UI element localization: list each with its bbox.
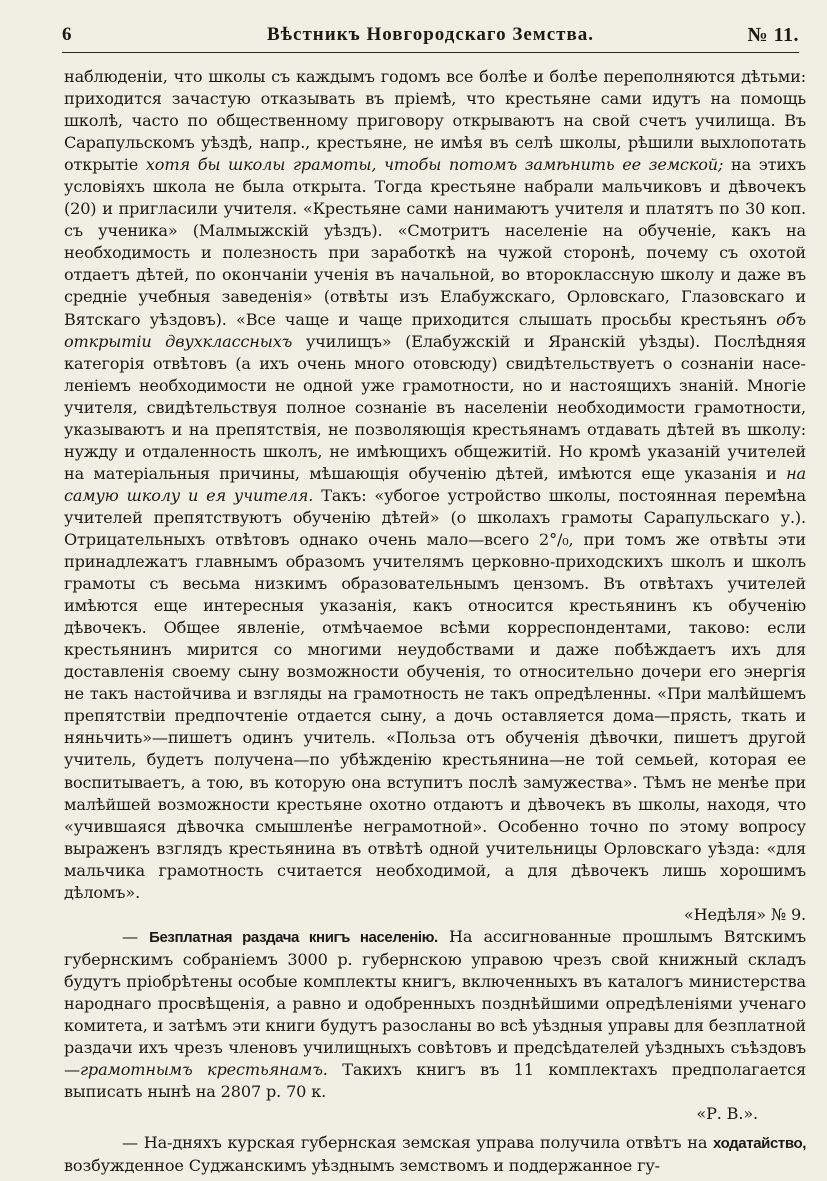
text-run: Такъ: «убогое устройство школы, постоянная перемѣна учителей препятствуютъ обученію дѣтей» (о школахъ грамоты Сарапульскаго у.). Отрицательныхъ отвѣтовъ однако очень мало—всего 2°/₀, при томъ же отвѣты эти принадлежатъ главнымъ образомъ учителямъ церковно-приходскихъ школъ и школъ грамоты съ весьма низкимъ образовательнымъ цензомъ. Въ отвѣтахъ учителей имѣются еще интересныя указанія, какъ относится крестьянинъ къ обученію дѣвочекъ. Общее явленіе, отмѣчаемое всѣми корреспондентами, таково: если крестьянинъ мирится со многими неудобствами и даже побѣждаетъ ихъ для доставленія своему сыну возможности обученія, то относительно дочери его энергія не такъ настойчива и взгляды на грамотность не такъ опредѣленны. «При малѣйшемъ препятствіи предпочтеніе отдается сыну, а дочь оставляется дома—прясть, ткать и няньчить»—пишетъ одинъ учитель. «Польза отъ обученія дѣвочки, пишетъ другой учитель, будетъ получена—по убѣжденію крестьянина—не той семьей, которая ее воспитываетъ, а тою, въ которую она вступитъ послѣ замужества». Тѣмъ не менѣе при малѣйшей возможности крестьяне охотно отдаютъ и дѣвочекъ въ школы, находя, что «учившаяся дѣвочка смышленѣе неграмотной». Особенно точно по этому вопросу выраженъ взглядъ крестьянина въ отвѣтѣ одной учительницы Орловскаго уѣзда: «для мальчика грамотность считается необходимой, а для дѣвочекъ лишь хорошимъ дѣломъ». <box>64 485 806 902</box>
page-number: 6 <box>62 24 72 45</box>
article-paragraph-1 <box>64 66 806 904</box>
article-paragraph-2 <box>64 926 806 1103</box>
italic-run: грамотнымъ крестьянамъ. <box>79 1060 328 1080</box>
journal-title: Вѣстникъ Новгородскаго Земства. <box>266 24 595 45</box>
spacer <box>64 1125 806 1132</box>
issue-number: № 11. <box>747 24 799 46</box>
text-run: Такихъ книгъ въ 11 комплектахъ предполагается выписать нынѣ на 2807 р. 70 к. <box>64 1060 807 1102</box>
italic-run: на самую школу и ея учителя. <box>64 463 806 505</box>
text-run: — На-дняхъ курская губернская земская управа получила отвѣтъ на <box>122 1133 714 1153</box>
section-heading: Безплатная раздача книгъ населенію. <box>149 928 438 946</box>
italic-run: объ открытіи двухклассныхъ <box>64 309 806 351</box>
text-run: наблюденіи, что школы съ каждымъ годомъ все болѣе и болѣе переполняются дѣтьми: приходится зачастую отказывать въ пріемѣ, что крестьяне сами идутъ на помощь школѣ, часто по общественному приговору открываютъ на свой счетъ училища. Въ Сарапульскомъ уѣздѣ, напр., крестьяне, не имѣя въ селѣ школы, рѣшили выхлопотать открытіе <box>64 67 806 175</box>
text-run: возбужденное Суджанскимъ уѣзднымъ земствомъ и поддержанное гу- <box>64 1156 660 1176</box>
text-run: на этихъ условіяхъ школа не была открыта. Тогда крестьяне набрали мальчиковъ и дѣвочекъ (20) и пригласили учителя. «Крестьяне сами нанимаютъ учителя и платятъ по 30 коп. съ ученика» (Малмыжскій уѣздъ). «Смотритъ населеніе на обученіе, какъ на необходимость и полезность при заработкѣ на чужой сторонѣ, почему съ охотой отдаетъ дѣтей, по окончаніи ученія въ начальной, во второклассную школу и даже въ средніе учебныя заведенія» (отвѣты изъ Елабужскаго, Орловскаго, Глазовскаго и Вятскаго уѣздовъ). «Все чаще и чаще приходится слышать просьбы крестьянъ <box>64 155 806 329</box>
running-head <box>62 24 799 52</box>
bold-run: ходатайство, <box>713 1135 806 1153</box>
article-body <box>64 66 806 1177</box>
text-run: На ассигнованные прошлымъ Вятскимъ губернскимъ собраніемъ 3000 р. губернскою управою чрезъ свой книжный складъ будутъ пріобрѣтены особые комплекты книгъ, включенныхъ въ каталогъ министерства народнаго просвѣщенія, а равно и одобренныхъ позднѣйшими опредѣленіями ученаго комитета, и затѣмъ эти книги будутъ разосланы во всѣ уѣздныя управы для безплатной раздачи ихъ чрезъ членовъ училищныхъ совѣтовъ и предсѣдателей уѣздныхъ съѣздовъ— <box>64 926 806 1080</box>
source-citation: «Р. В.». <box>696 1104 758 1124</box>
source-citation: «Недѣля» № 9. <box>683 904 806 924</box>
header-rule <box>62 52 799 53</box>
article-paragraph-3 <box>64 1132 806 1177</box>
italic-run: хотя бы школы грамоты, чтобы потомъ замѣнить ее земской; <box>145 155 724 175</box>
text-run: училищъ» (Елабужскій и Яранскій уѣзды). Послѣдняя категорія отвѣтовъ (а ихъ очень много отовсюду) свидѣтельствуетъ о сознаніи населеніемъ необходимости не одной уже грамотности, но и настоящихъ знаній. Многіе учителя, свидѣтельствуя полное сознаніе въ населеніи необходимости грамотности, указываютъ и на препятствія, не позволяющія крестьянамъ отдавать дѣтей въ школу: нужду и отдаленность школъ, не имѣющихъ общежитій. Но кромѣ указаній учителей на матеріальныя причины, мѣшающія обученію дѣтей, имѣются еще указанія и <box>64 331 807 483</box>
text-run: — <box>122 926 150 946</box>
